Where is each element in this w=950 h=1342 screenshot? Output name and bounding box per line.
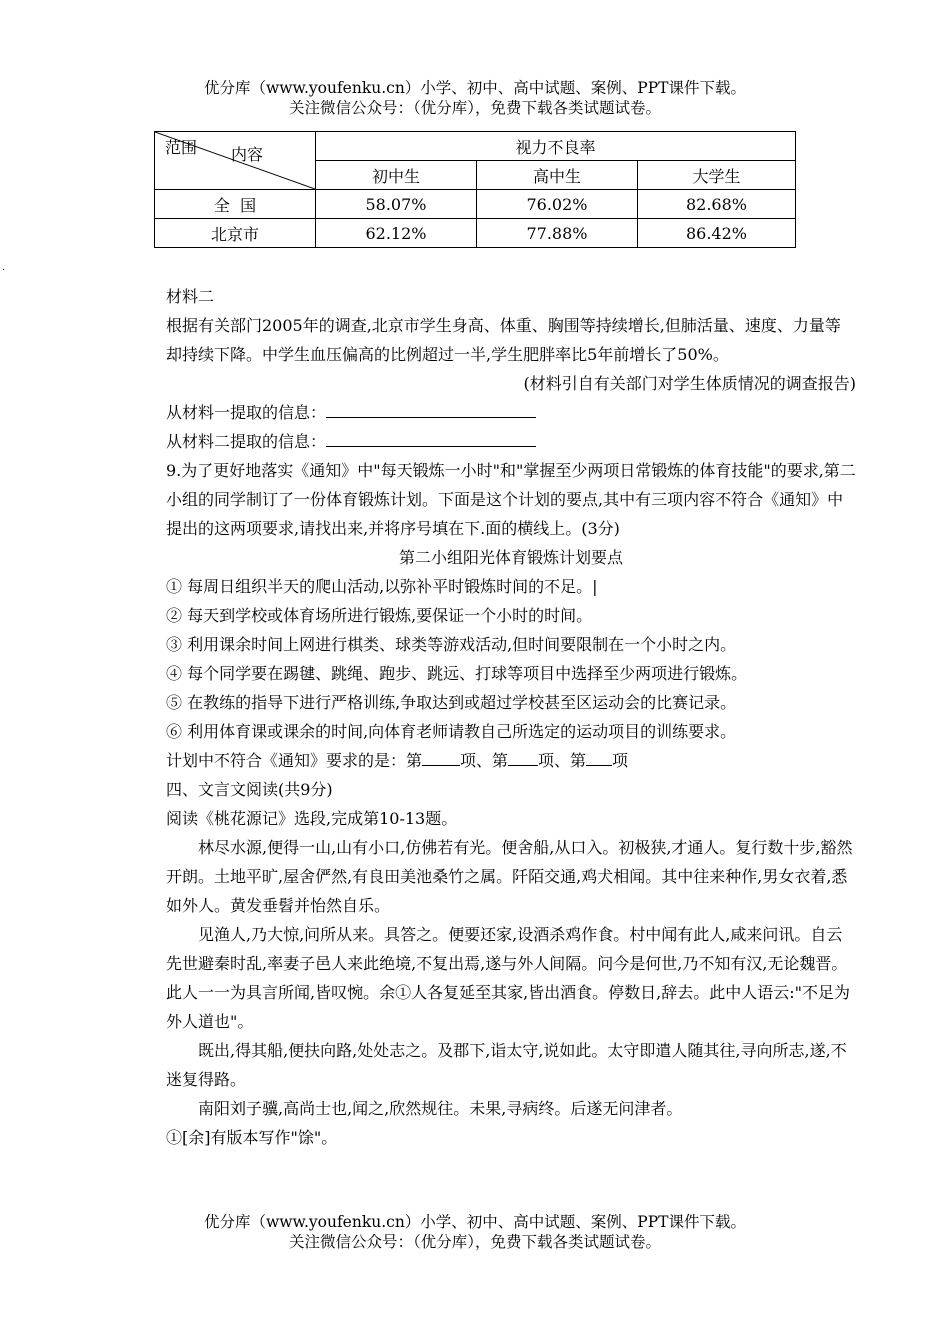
section-4-title: 四、文言文阅读(共9分): [166, 780, 333, 799]
passage-paragraph: 既出,得其船,便扶向路,处处志之。及郡下,诣太守,说如此。太守即遣人随其往,寻向所志,遂,不迷复得路。: [166, 1041, 847, 1089]
footnote: ①[余]有版本写作"馀"。: [166, 1128, 338, 1147]
page-footer: [0, 1212, 950, 1252]
passage-paragraph: 见渔人,乃大惊,问所从来。具答之。便要还家,设酒杀鸡作食。村中闻有此人,咸来问讯。自云先世避秦时乱,率妻子邑人来此绝境,不复出焉,遂与外人间隔。问今是何世,乃不知有汉,无论魏晋。此人一一为具言所闻,皆叹惋。余①人各复延至其家,皆出酒食。停数日,辞去。此中人语云:"不足为外人道也"。: [166, 925, 851, 1031]
page-header: [0, 78, 950, 118]
plan-title: 第二小组阳光体育锻炼计划要点: [398, 548, 623, 567]
plan-item: ⑤ 在教练的指导下进行严格训练,争取达到或超过学校甚至区运动会的比赛记录。: [166, 693, 737, 712]
material2-source: (材料引自有关部门对学生体质情况的调查报告): [523, 374, 856, 393]
table-row: [155, 190, 796, 219]
table-cell: 76.02%: [477, 190, 638, 219]
plan-item: ③ 利用课余时间上网进行棋类、球类等游戏活动,但时间要限制在一个小时之内。: [166, 635, 737, 654]
answer-suffix: 项: [612, 751, 629, 770]
answer-blank-a[interactable]: [422, 747, 460, 766]
extract-label-2: 从材料二提取的信息：: [166, 432, 327, 451]
plan-item: ② 每天到学校或体育场所进行锻炼,要保证一个小时的时间。: [166, 606, 593, 625]
corner-label-scope: 范围: [165, 138, 198, 157]
table-cell: 86.42%: [638, 219, 796, 248]
answer-sep: 项、第: [538, 751, 587, 770]
table-row: [155, 219, 796, 248]
column-header: 大学生: [638, 161, 796, 190]
plan-item: ④ 每个同学要在踢毽、跳绳、跑步、跳远、打球等项目中选择至少两项进行锻炼。: [166, 664, 748, 683]
plan-item: ① 每周日组织半天的爬山活动,以弥补平时锻炼时间的不足。|: [166, 577, 598, 596]
vision-table: [154, 131, 796, 248]
extract-line-1: [166, 398, 856, 427]
header-line-2: 关注微信公众号：（优分库），免费下载各类试题试卷。: [288, 99, 661, 117]
plan-item: ⑥ 利用体育课或课余的时间,向体育老师请教自己所选定的运动项目的训练要求。: [166, 722, 737, 741]
extract-label-1: 从材料一提取的信息：: [166, 403, 327, 422]
answer-blank-2[interactable]: [326, 428, 536, 447]
footer-line-2: 关注微信公众号：（优分库），免费下载各类试题试卷。: [288, 1233, 661, 1251]
header-line-1: 优分库（www.youfenku.cn）小学、初中、高中试题、案例、PPT课件下载。: [203, 79, 747, 97]
section-4-intro: 阅读《桃花源记》选段,完成第10-13题。: [166, 809, 458, 828]
material2-text: 根据有关部门2005年的调查,北京市学生身高、体重、胸围等持续增长,但肺活量、速度、力量等却持续下降。中学生血压偏高的比例超过一半,学生肥胖率比5年前增长了50%。: [166, 316, 841, 364]
row-label: 北京市: [155, 219, 316, 248]
answer-blank-c[interactable]: [586, 747, 612, 766]
group-header: 视力不良率: [316, 132, 796, 161]
margin-mark: ·: [2, 265, 6, 276]
footer-line-1: 优分库（www.youfenku.cn）小学、初中、高中试题、案例、PPT课件下载。: [203, 1213, 747, 1231]
passage-paragraph: 南阳刘子骥,高尚士也,闻之,欣然规往。未果,寻病终。后遂无问津者。: [198, 1099, 683, 1118]
table-cell: 62.12%: [316, 219, 477, 248]
table-cell: 77.88%: [477, 219, 638, 248]
document-body: [166, 282, 856, 1152]
material2-title: 材料二: [166, 287, 215, 306]
answer-sep: 项、第: [460, 751, 509, 770]
passage-paragraph: 林尽水源,便得一山,山有小口,仿佛若有光。便舍船,从口入。初极狭,才通人。复行数十步,豁然开朗。土地平旷,屋舍俨然,有良田美池桑竹之属。阡陌交通,鸡犬相闻。其中往来种作,男女衣着,悉如外人。黄发垂髫并怡然自乐。: [166, 838, 853, 915]
answer-line: [166, 746, 856, 775]
table-cell: 58.07%: [316, 190, 477, 219]
answer-prefix: 计划中不符合《通知》要求的是：第: [166, 751, 423, 770]
answer-blank-b[interactable]: [508, 747, 538, 766]
question-9-text: 9.为了更好地落实《通知》中"每天锻炼一小时"和"掌握至少两项日常锻炼的体育技能"的要求,第二小组的同学制订了一份体育锻炼计划。下面是这个计划的要点,其中有三项内容不符合《通知》中提出的这两项要求,请找出来,并将序号填在下.面的横线上。(3分): [166, 461, 856, 538]
table-cell: 82.68%: [638, 190, 796, 219]
column-header: 初中生: [316, 161, 477, 190]
row-label: 全 国: [155, 190, 316, 219]
corner-label-content: 内容: [231, 145, 264, 164]
table-corner-cell: [155, 132, 316, 190]
extract-line-2: [166, 427, 856, 456]
column-header: 高中生: [477, 161, 638, 190]
answer-blank-1[interactable]: [326, 399, 536, 418]
